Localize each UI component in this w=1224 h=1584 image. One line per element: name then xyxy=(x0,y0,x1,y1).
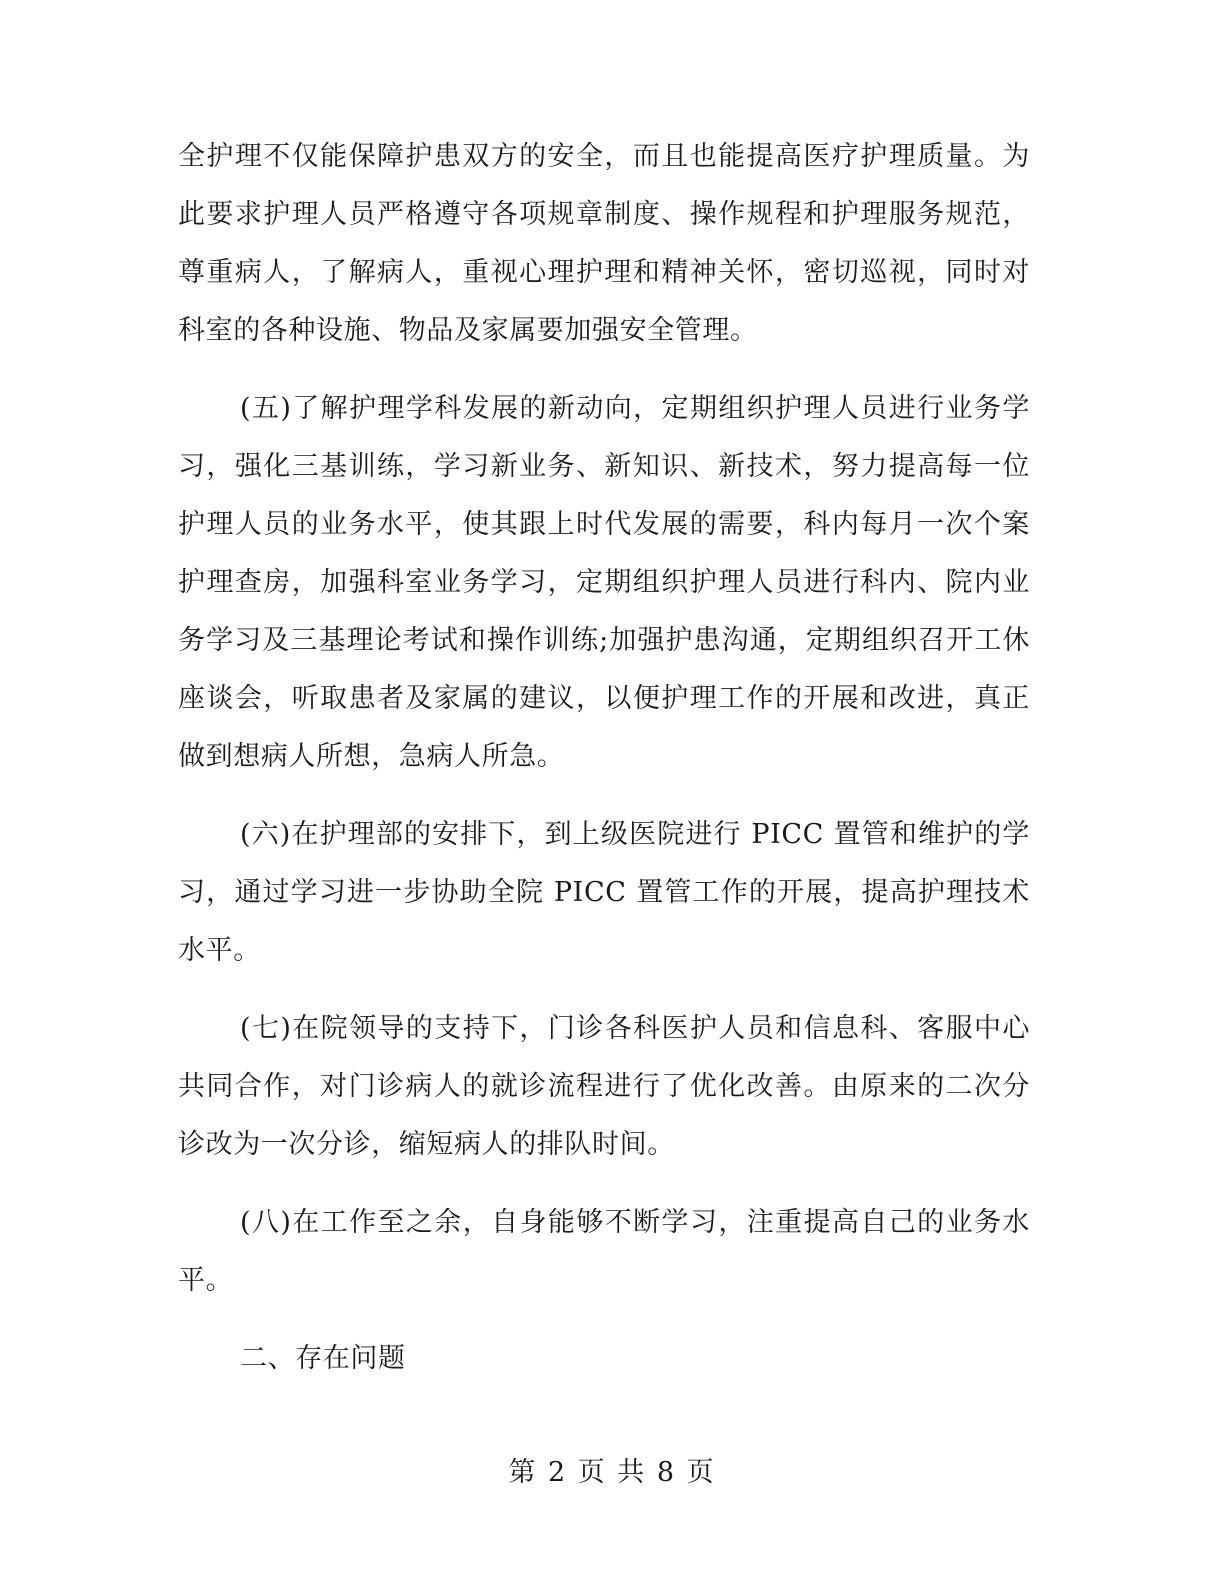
page-number-footer: 第 2 页 共 8 页 xyxy=(508,1457,716,1488)
paragraph-section-5: (五)了解护理学科发展的新动向，定期组织护理人员进行业务学习，强化三基训练，学习新业务、新知识、新技术，努力提高每一位护理人员的业务水平，使其跟上时代发展的需要，科内每月一次个案护理查房，加强科室业务学习，定期组织护理人员进行科内、院内业务学习及三基理论考试和操作训练;加强护患沟通，定期组织召开工休座谈会，听取患者及家属的建议，以便护理工作的开展和改进，真正做到想病人所想，急病人所急。 xyxy=(178,393,1030,772)
paragraph-section-6: (六)在护理部的安排下，到上级医院进行 PICC 置管和维护的学习，通过学习进一步协助全院 PICC 置管工作的开展，提高护理技术水平。 xyxy=(178,819,1030,966)
section-heading-problems: 二、存在问题 xyxy=(240,1343,406,1374)
document-body xyxy=(178,128,1030,1388)
paragraph-section-8: (八)在工作至之余，自身能够不断学习，注重提高自己的业务水平。 xyxy=(178,1207,1030,1296)
paragraph-continuation: 全护理不仅能保障护患双方的安全，而且也能提高医疗护理质量。为此要求护理人员严格遵守各项规章制度、操作规程和护理服务规范，尊重病人，了解病人，重视心理护理和精神关怀，密切巡视，同时对科室的各种设施、物品及家属要加强安全管理。 xyxy=(178,141,1030,346)
paragraph-section-7: (七)在院领导的支持下，门诊各科医护人员和信息科、客服中心共同合作，对门诊病人的就诊流程进行了优化改善。由原来的二次分诊改为一次分诊，缩短病人的排队时间。 xyxy=(178,1013,1030,1160)
